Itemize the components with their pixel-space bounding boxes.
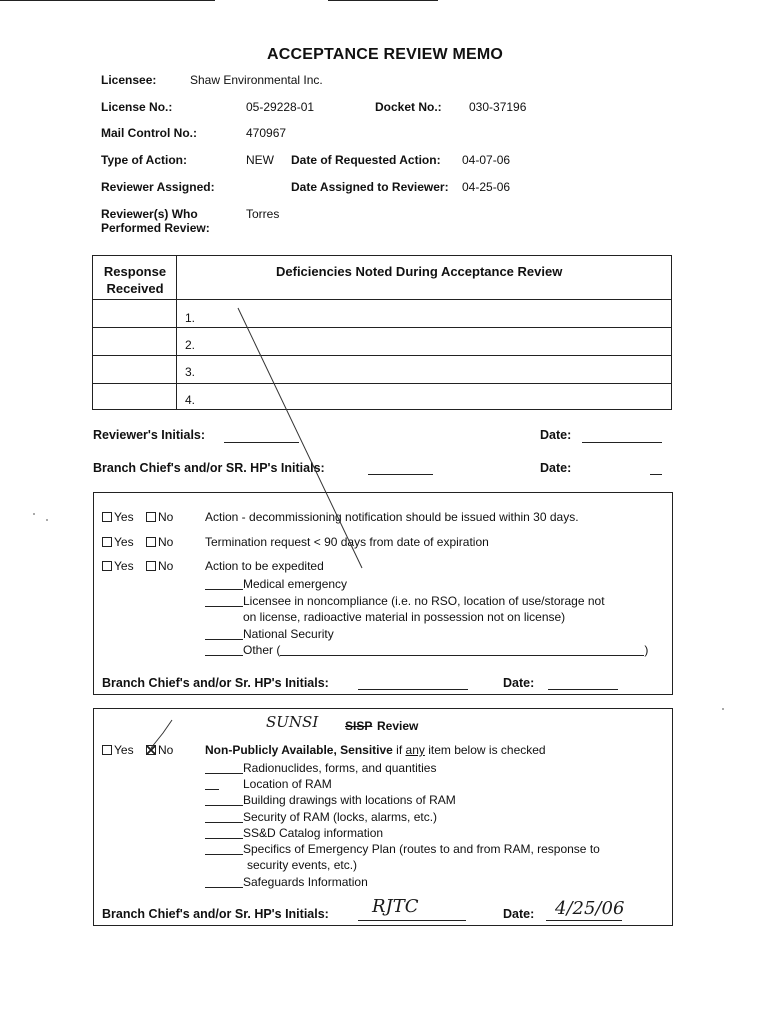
- expedite-text: Action to be expedited: [205, 559, 324, 573]
- yes-label: Yes: [114, 535, 134, 549]
- sensitive-heading-any: any: [405, 743, 425, 757]
- branch-chief-date-label: Date:: [540, 461, 572, 475]
- reviewer-assigned-label: Reviewer Assigned:: [101, 180, 215, 194]
- performed-review-label-2: Performed Review:: [101, 221, 210, 235]
- licensee-label: Licensee:: [101, 73, 157, 87]
- type-of-action-value: NEW: [246, 153, 274, 167]
- no-label: No: [158, 510, 174, 524]
- requested-date-label: Date of Requested Action:: [291, 153, 441, 167]
- branch-chief-initials-label: Branch Chief's and/or SR. HP's Initials:: [93, 461, 325, 475]
- assigned-date-value: 04-25-06: [462, 180, 511, 194]
- section2-date-label: Date:: [503, 907, 535, 921]
- response-header-line1: Response: [103, 264, 167, 279]
- assigned-date-label: Date Assigned to Reviewer:: [291, 180, 449, 194]
- no-label: No: [158, 535, 174, 549]
- yes-label: Yes: [114, 510, 134, 524]
- license-no-label: License No.:: [101, 100, 173, 114]
- reviewer-date-label: Date:: [540, 428, 572, 442]
- requested-date-value: 04-07-06: [462, 153, 511, 167]
- handwritten-date: 4/25/06: [555, 898, 625, 919]
- noncompliance-label: Licensee in noncompliance (i.e. no RSO, location of use/storage not: [243, 594, 605, 608]
- sensitive-heading-bold: Non-Publicly Available, Sensitive: [205, 743, 393, 757]
- mail-control-value: 470967: [246, 126, 287, 140]
- deficiency-row-number: 3.: [185, 365, 196, 379]
- yes-label: Yes: [114, 559, 134, 573]
- sunsi-item-label: SS&D Catalog information: [243, 826, 384, 840]
- sensitive-heading-rest: item below is checked: [424, 743, 546, 757]
- sisp-struck: SISP: [345, 719, 373, 733]
- performed-review-value: Torres: [246, 207, 280, 221]
- sunsi-item-label: Specifics of Emergency Plan (routes to and from RAM, response to: [243, 842, 600, 856]
- other-label: Other (: [243, 643, 281, 657]
- noncompliance-continued: on license, radioactive material in possession not on license): [243, 610, 566, 624]
- deficiency-row-number: 2.: [185, 338, 196, 352]
- docket-value: 030-37196: [469, 100, 527, 114]
- no-label: No: [158, 743, 174, 757]
- sunsi-item-label: Building drawings with locations of RAM: [243, 793, 456, 807]
- type-of-action-label: Type of Action:: [101, 153, 187, 167]
- review-label: Review: [377, 719, 419, 733]
- deficiency-row-number: 4.: [185, 393, 196, 407]
- yes-label: Yes: [114, 743, 134, 757]
- sensitive-heading-if: if: [392, 743, 406, 757]
- mail-control-label: Mail Control No.:: [101, 126, 197, 140]
- sunsi-handwritten: SUNSI: [266, 713, 319, 731]
- performed-review-label-1: Reviewer(s) Who: [101, 207, 198, 221]
- docket-label: Docket No.:: [375, 100, 442, 114]
- termination-text: Termination request < 90 days from date of expiration: [205, 535, 489, 549]
- section2-branch-initials-label: Branch Chief's and/or Sr. HP's Initials:: [102, 907, 329, 921]
- no-label: No: [158, 559, 174, 573]
- response-header-line2: Received: [106, 281, 164, 296]
- deficiency-row-number: 1.: [185, 311, 196, 325]
- national-security-label: National Security: [243, 627, 334, 641]
- initials-signature: RJTC: [372, 896, 419, 917]
- other-close-paren: ): [644, 643, 649, 657]
- decommission-text: Action - decommissioning notification should be issued within 30 days.: [205, 510, 579, 524]
- checkmark-stroke: [151, 720, 172, 748]
- sunsi-item-label: Safeguards Information: [243, 875, 368, 889]
- strike-through-line: [238, 308, 362, 568]
- sunsi-item-label: Location of RAM: [243, 777, 332, 791]
- medical-emergency-label: Medical emergency: [243, 577, 348, 591]
- license-no-value: 05-29228-01: [246, 100, 315, 114]
- deficiencies-header: Deficiencies Noted During Acceptance Review: [276, 264, 563, 279]
- page-title: ACCEPTANCE REVIEW MEMO: [266, 46, 504, 63]
- sunsi-item-label: Radionuclides, forms, and quantities: [243, 761, 437, 775]
- section1-branch-initials-label: Branch Chief's and/or Sr. HP's Initials:: [102, 676, 329, 690]
- sunsi-item-label: Security of RAM (locks, alarms, etc.): [243, 810, 438, 824]
- section1-date-label: Date:: [503, 676, 535, 690]
- sunsi-item-continued: security events, etc.): [247, 858, 358, 872]
- reviewer-initials-label: Reviewer's Initials:: [93, 428, 206, 442]
- licensee-value: Shaw Environmental Inc.: [190, 73, 323, 87]
